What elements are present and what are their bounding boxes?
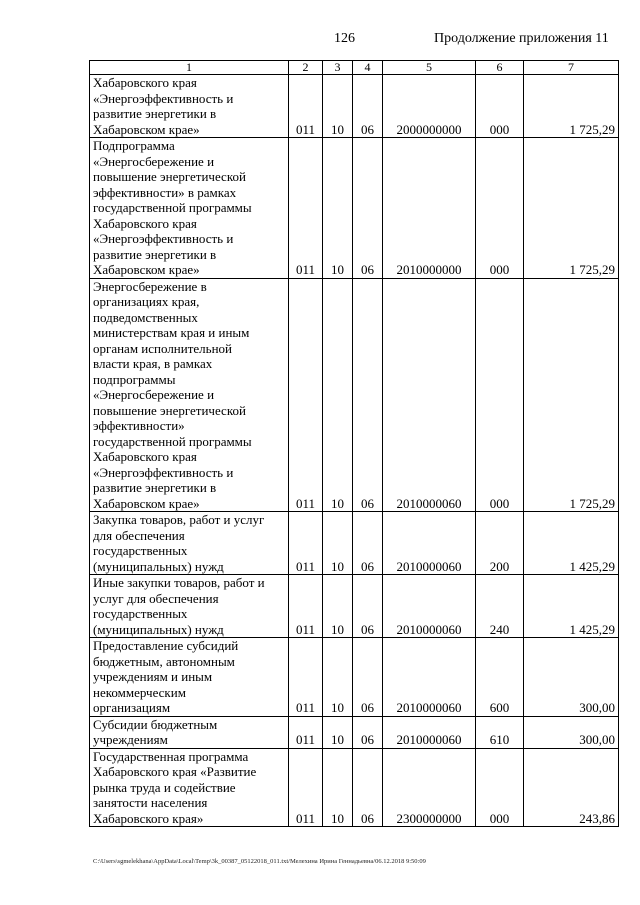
- row-name-line: (муниципальных) нужд: [93, 558, 224, 574]
- table-row: [90, 575, 619, 638]
- cell-c7: 1 725,29: [524, 138, 619, 279]
- row-name-line: Хабаровском крае»: [93, 495, 200, 511]
- cell-c6: 000: [476, 748, 524, 827]
- cell-c2: 011: [289, 716, 323, 748]
- cell-c7: 243,86: [524, 748, 619, 827]
- cell-c5: 2000000000: [383, 75, 476, 138]
- cell-c3: 10: [323, 512, 353, 575]
- table-row: [90, 748, 619, 827]
- cell-c7: 300,00: [524, 716, 619, 748]
- row-name-line: подпрограммы: [93, 371, 176, 387]
- cell-c4: 06: [353, 575, 383, 638]
- row-name-line: Государственная программа: [93, 748, 249, 764]
- cell-c5: 2010000000: [383, 138, 476, 279]
- row-name-line: услуг для обеспечения: [93, 590, 219, 606]
- column-header: 6: [476, 61, 524, 75]
- cell-c7: 1 425,29: [524, 512, 619, 575]
- table-row: [90, 512, 619, 575]
- cell-c4: 06: [353, 716, 383, 748]
- row-name: [90, 512, 289, 575]
- row-name-line: Хабаровского края: [93, 75, 197, 90]
- cell-c5: 2010000060: [383, 278, 476, 512]
- row-name-line: Иные закупки товаров, работ и: [93, 575, 265, 590]
- cell-c5: 2300000000: [383, 748, 476, 827]
- row-name-line: учреждениям: [93, 732, 168, 747]
- cell-c3: 10: [323, 638, 353, 717]
- row-name-line: Хабаровского края: [93, 449, 197, 464]
- row-name: [90, 716, 289, 748]
- row-name: [90, 138, 289, 279]
- row-name-line: рынка труда и содействие: [93, 779, 236, 795]
- row-name-line: Закупка товаров, работ и услуг: [93, 512, 265, 527]
- row-name: [90, 638, 289, 717]
- row-name-line: (муниципальных) нужд: [93, 621, 224, 637]
- row-name-line: «Энергоэффективность и: [93, 464, 234, 480]
- row-name-line: занятости населения: [93, 795, 208, 810]
- table-row: [90, 138, 619, 279]
- row-name: [90, 748, 289, 827]
- cell-c4: 06: [353, 748, 383, 827]
- cell-c2: 011: [289, 748, 323, 827]
- row-name: [90, 575, 289, 638]
- cell-c7: 1 725,29: [524, 75, 619, 138]
- cell-c3: 10: [323, 716, 353, 748]
- cell-c6: 000: [476, 75, 524, 138]
- cell-c3: 10: [323, 75, 353, 138]
- row-name-line: организациях края,: [93, 294, 200, 309]
- cell-c4: 06: [353, 512, 383, 575]
- row-name-line: «Энергоэффективность и: [93, 231, 234, 246]
- row-name-line: министерствам края и иным: [93, 325, 250, 340]
- cell-c6: 000: [476, 278, 524, 512]
- cell-c6: 610: [476, 716, 524, 748]
- row-name-line: «Энергоэффективность и: [93, 90, 234, 106]
- cell-c5: 2010000060: [383, 512, 476, 575]
- column-header: 2: [289, 61, 323, 75]
- file-path-footer: C:\Users\sgmelekhana\AppData\Local\Temp\3k_00387_05122018_011.txt/Мелехина Ирина Геннадьевна/06.12.2018 9:50:09: [93, 858, 426, 865]
- row-name-line: государственных: [93, 606, 188, 621]
- column-header-row: [90, 61, 619, 75]
- row-name-line: Хабаровского края «Развитие: [93, 764, 257, 779]
- row-name-line: некоммерческим: [93, 684, 186, 700]
- cell-c4: 06: [353, 278, 383, 512]
- row-name-line: Энергосбережение в: [93, 278, 207, 294]
- table-row: [90, 716, 619, 748]
- row-name-line: государственной программы: [93, 200, 252, 215]
- row-name: [90, 278, 289, 512]
- column-header: 4: [353, 61, 383, 75]
- row-name-line: повышение энергетической: [93, 169, 246, 184]
- row-name-line: государственных: [93, 543, 188, 558]
- row-name-line: государственной программы: [93, 433, 252, 449]
- row-name-line: учреждениям и иным: [93, 669, 213, 684]
- row-name-line: развитие энергетики в: [93, 246, 217, 262]
- row-name-line: эффективности»: [93, 418, 185, 433]
- row-name-line: власти края, в рамках: [93, 356, 213, 371]
- page-number: 126: [334, 31, 355, 46]
- cell-c3: 10: [323, 575, 353, 638]
- cell-c6: 000: [476, 138, 524, 279]
- cell-c2: 011: [289, 278, 323, 512]
- cell-c2: 011: [289, 75, 323, 138]
- row-name-line: Хабаровском крае»: [93, 121, 200, 137]
- table-row: [90, 278, 619, 512]
- table-row: [90, 638, 619, 717]
- cell-c5: 2010000060: [383, 638, 476, 717]
- cell-c3: 10: [323, 278, 353, 512]
- row-name-line: развитие энергетики в: [93, 106, 217, 121]
- column-header: 1: [90, 61, 289, 75]
- column-header: 7: [524, 61, 619, 75]
- row-name-line: повышение энергетической: [93, 402, 246, 418]
- cell-c6: 240: [476, 575, 524, 638]
- cell-c2: 011: [289, 638, 323, 717]
- row-name-line: Субсидии бюджетным: [93, 716, 218, 732]
- row-name-line: «Энергосбережение и: [93, 153, 215, 169]
- continuation-label: Продолжение приложения 11: [434, 31, 609, 46]
- row-name-line: эффективности» в рамках: [93, 184, 237, 200]
- cell-c5: 2010000060: [383, 716, 476, 748]
- cell-c5: 2010000060: [383, 575, 476, 638]
- row-name-line: Хабаровского края»: [93, 810, 204, 826]
- budget-table: [89, 60, 619, 827]
- cell-c2: 011: [289, 575, 323, 638]
- cell-c6: 600: [476, 638, 524, 717]
- cell-c4: 06: [353, 638, 383, 717]
- row-name-line: для обеспечения: [93, 527, 185, 543]
- cell-c2: 011: [289, 138, 323, 279]
- row-name-line: развитие энергетики в: [93, 480, 217, 495]
- column-header: 3: [323, 61, 353, 75]
- row-name-line: подведомственных: [93, 309, 198, 325]
- row-name-line: Подпрограмма: [93, 138, 175, 153]
- row-name-line: «Энергосбережение и: [93, 387, 215, 402]
- row-name-line: Хабаровского края: [93, 215, 197, 231]
- row-name-line: органам исполнительной: [93, 340, 233, 356]
- cell-c3: 10: [323, 138, 353, 279]
- cell-c7: 300,00: [524, 638, 619, 717]
- cell-c2: 011: [289, 512, 323, 575]
- row-name-line: бюджетным, автономным: [93, 653, 235, 669]
- row-name-line: организациям: [93, 700, 171, 715]
- row-name-line: Предоставление субсидий: [93, 638, 239, 653]
- row-name: [90, 75, 289, 138]
- column-header: 5: [383, 61, 476, 75]
- cell-c4: 06: [353, 75, 383, 138]
- cell-c6: 200: [476, 512, 524, 575]
- cell-c7: 1 425,29: [524, 575, 619, 638]
- cell-c3: 10: [323, 748, 353, 827]
- table-row: [90, 75, 619, 138]
- row-name-line: Хабаровском крае»: [93, 262, 200, 277]
- cell-c4: 06: [353, 138, 383, 279]
- cell-c7: 1 725,29: [524, 278, 619, 512]
